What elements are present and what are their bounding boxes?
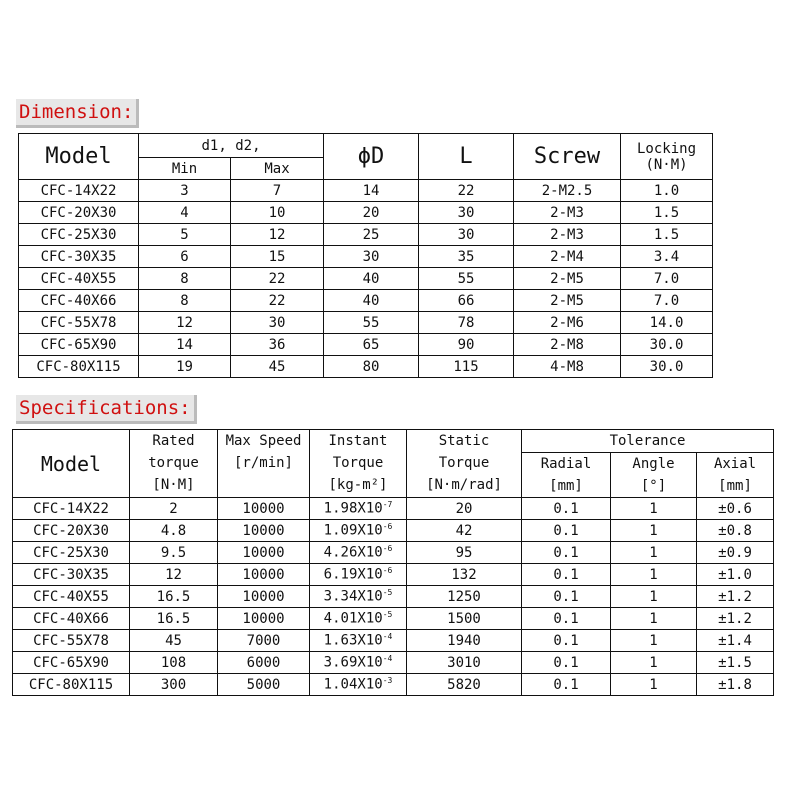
- cell-screw: 2-M5: [514, 268, 621, 290]
- cell-instant: [310, 630, 407, 652]
- instant-exponent: -6: [382, 522, 393, 532]
- spec-header-instant: [310, 430, 407, 498]
- spec-header-radial: [522, 453, 611, 498]
- cell-instant: [310, 520, 407, 542]
- cell-l: 30: [419, 202, 514, 224]
- cell-d-min: 19: [139, 356, 231, 378]
- cell-axial: ±1.8: [697, 674, 774, 696]
- cell-model: CFC-20X30: [19, 202, 139, 224]
- instant-mantissa: 1.09X10: [323, 522, 383, 539]
- cell-d-min: 8: [139, 268, 231, 290]
- instant-mantissa: 4.26X10: [323, 544, 383, 561]
- cell-model: CFC-80X115: [13, 674, 130, 696]
- cell-speed: 10000: [218, 564, 310, 586]
- cell-d-max: 22: [231, 268, 324, 290]
- cell-radial: 0.1: [522, 630, 611, 652]
- cell-model: CFC-20X30: [13, 520, 130, 542]
- cell-model: CFC-55X78: [19, 312, 139, 334]
- table-row: [13, 674, 774, 696]
- instant-mantissa: 1.98X10: [323, 500, 383, 517]
- cell-screw: 2-M3: [514, 202, 621, 224]
- table-row: [13, 498, 774, 520]
- cell-l: 115: [419, 356, 514, 378]
- header-locking: [621, 134, 713, 180]
- cell-model: CFC-40X66: [19, 290, 139, 312]
- cell-radial: 0.1: [522, 542, 611, 564]
- cell-locking: 7.0: [621, 268, 713, 290]
- cell-locking: 30.0: [621, 356, 713, 378]
- spec-header-tolerance: Tolerance: [522, 430, 774, 453]
- header-d-group: d1, d2,: [139, 134, 324, 158]
- cell-d-min: 6: [139, 246, 231, 268]
- header-l: L: [419, 134, 514, 180]
- speed-line-1: Max Speed: [225, 433, 302, 449]
- rated-line-2: torque: [148, 455, 199, 471]
- cell-d-min: 3: [139, 180, 231, 202]
- instant-exponent: -7: [382, 500, 393, 510]
- header-d-max: Max: [231, 158, 324, 180]
- cell-angle: 1: [611, 542, 697, 564]
- angle-label: Angle: [632, 456, 675, 472]
- instant-line-1: Instant: [328, 433, 388, 449]
- table-row: [19, 312, 713, 334]
- cell-d-max: 12: [231, 224, 324, 246]
- table-row: [19, 290, 713, 312]
- cell-static: 42: [407, 520, 522, 542]
- static-line-2: Torque: [438, 455, 490, 471]
- axial-unit: [mm]: [718, 478, 752, 494]
- cell-d-max: 36: [231, 334, 324, 356]
- cell-axial: ±0.9: [697, 542, 774, 564]
- cell-axial: ±1.5: [697, 652, 774, 674]
- instant-exponent: -4: [382, 632, 393, 642]
- instant-line-2: Torque: [332, 455, 384, 471]
- spec-header-angle: [611, 453, 697, 498]
- cell-model: CFC-30X35: [19, 246, 139, 268]
- table-row: [19, 356, 713, 378]
- cell-d-max: 10: [231, 202, 324, 224]
- header-locking-unit: (N·M): [645, 156, 688, 173]
- table-row: [19, 246, 713, 268]
- spec-header-static: [407, 430, 522, 498]
- cell-phi-d: 40: [324, 290, 419, 312]
- cell-angle: 1: [611, 652, 697, 674]
- cell-d-max: 22: [231, 290, 324, 312]
- cell-locking: 3.4: [621, 246, 713, 268]
- cell-radial: 0.1: [522, 674, 611, 696]
- instant-mantissa: 3.69X10: [323, 654, 383, 671]
- cell-model: CFC-65X90: [19, 334, 139, 356]
- speed-line-2: [r/min]: [233, 455, 293, 471]
- cell-angle: 1: [611, 520, 697, 542]
- cell-speed: 6000: [218, 652, 310, 674]
- cell-screw: 2-M3: [514, 224, 621, 246]
- cell-model: CFC-25X30: [13, 542, 130, 564]
- instant-mantissa: 1.04X10: [323, 676, 383, 693]
- instant-mantissa: 4.01X10: [323, 610, 383, 627]
- cell-rated: 9.5: [130, 542, 218, 564]
- table-row: [13, 542, 774, 564]
- header-d-min: Min: [139, 158, 231, 180]
- cell-locking: 1.5: [621, 202, 713, 224]
- cell-screw: 2-M8: [514, 334, 621, 356]
- cell-rated: 2: [130, 498, 218, 520]
- cell-phi-d: 55: [324, 312, 419, 334]
- cell-instant: [310, 498, 407, 520]
- cell-angle: 1: [611, 630, 697, 652]
- cell-rated: 300: [130, 674, 218, 696]
- instant-exponent: -5: [382, 588, 393, 598]
- table-row: [13, 630, 774, 652]
- static-line-1: Static: [438, 433, 490, 449]
- cell-speed: 10000: [218, 520, 310, 542]
- cell-l: 30: [419, 224, 514, 246]
- cell-d-max: 30: [231, 312, 324, 334]
- cell-static: 3010: [407, 652, 522, 674]
- radial-label: Radial: [540, 456, 592, 472]
- cell-static: 1500: [407, 608, 522, 630]
- rated-line-3: [N·M]: [152, 477, 195, 493]
- cell-model: CFC-55X78: [13, 630, 130, 652]
- cell-angle: 1: [611, 498, 697, 520]
- cell-static: 1940: [407, 630, 522, 652]
- table-row: [19, 334, 713, 356]
- cell-instant: [310, 542, 407, 564]
- cell-static: 20: [407, 498, 522, 520]
- cell-d-min: 12: [139, 312, 231, 334]
- rated-line-1: Rated: [152, 433, 195, 449]
- cell-instant: [310, 608, 407, 630]
- cell-static: 5820: [407, 674, 522, 696]
- header-screw: Screw: [514, 134, 621, 180]
- cell-screw: 4-M8: [514, 356, 621, 378]
- cell-phi-d: 80: [324, 356, 419, 378]
- cell-angle: 1: [611, 586, 697, 608]
- cell-d-min: 14: [139, 334, 231, 356]
- cell-locking: 1.0: [621, 180, 713, 202]
- cell-l: 66: [419, 290, 514, 312]
- cell-l: 90: [419, 334, 514, 356]
- cell-axial: ±1.4: [697, 630, 774, 652]
- cell-l: 55: [419, 268, 514, 290]
- cell-model: CFC-25X30: [19, 224, 139, 246]
- cell-locking: 1.5: [621, 224, 713, 246]
- cell-instant: [310, 674, 407, 696]
- cell-screw: 2-M4: [514, 246, 621, 268]
- cell-phi-d: 20: [324, 202, 419, 224]
- cell-l: 35: [419, 246, 514, 268]
- cell-locking: 7.0: [621, 290, 713, 312]
- cell-phi-d: 40: [324, 268, 419, 290]
- table-row: [13, 652, 774, 674]
- cell-axial: ±1.2: [697, 608, 774, 630]
- cell-locking: 14.0: [621, 312, 713, 334]
- cell-rated: 108: [130, 652, 218, 674]
- cell-axial: ±0.8: [697, 520, 774, 542]
- instant-mantissa: 6.19X10: [323, 566, 383, 583]
- cell-axial: ±1.0: [697, 564, 774, 586]
- instant-mantissa: 3.34X10: [323, 588, 383, 605]
- cell-static: 132: [407, 564, 522, 586]
- table-row: [13, 520, 774, 542]
- angle-unit: [°]: [640, 478, 667, 494]
- cell-speed: 5000: [218, 674, 310, 696]
- cell-phi-d: 30: [324, 246, 419, 268]
- spec-header-model: Model: [13, 430, 130, 498]
- cell-d-min: 8: [139, 290, 231, 312]
- cell-angle: 1: [611, 674, 697, 696]
- cell-radial: 0.1: [522, 652, 611, 674]
- cell-l: 78: [419, 312, 514, 334]
- cell-speed: 10000: [218, 608, 310, 630]
- cell-rated: 4.8: [130, 520, 218, 542]
- cell-radial: 0.1: [522, 498, 611, 520]
- cell-instant: [310, 586, 407, 608]
- cell-model: CFC-40X66: [13, 608, 130, 630]
- spec-header-rated: [130, 430, 218, 498]
- header-locking-label: Locking: [637, 140, 697, 157]
- specifications-table: [12, 429, 774, 696]
- cell-screw: 2-M6: [514, 312, 621, 334]
- cell-angle: 1: [611, 608, 697, 630]
- cell-radial: 0.1: [522, 608, 611, 630]
- cell-d-max: 45: [231, 356, 324, 378]
- cell-screw: 2-M2.5: [514, 180, 621, 202]
- cell-d-min: 4: [139, 202, 231, 224]
- dimension-table: [18, 133, 713, 378]
- cell-model: CFC-80X115: [19, 356, 139, 378]
- cell-phi-d: 14: [324, 180, 419, 202]
- cell-locking: 30.0: [621, 334, 713, 356]
- cell-axial: ±1.2: [697, 586, 774, 608]
- header-phi-d: ϕD: [324, 134, 419, 180]
- cell-radial: 0.1: [522, 564, 611, 586]
- cell-angle: 1: [611, 564, 697, 586]
- instant-exponent: -4: [382, 654, 393, 664]
- cell-model: CFC-40X55: [19, 268, 139, 290]
- cell-static: 95: [407, 542, 522, 564]
- dimension-title: Dimension:: [16, 99, 139, 128]
- cell-rated: 12: [130, 564, 218, 586]
- instant-mantissa: 1.63X10: [323, 632, 383, 649]
- cell-l: 22: [419, 180, 514, 202]
- table-row: [19, 180, 713, 202]
- instant-exponent: -6: [382, 566, 393, 576]
- cell-d-min: 5: [139, 224, 231, 246]
- cell-model: CFC-14X22: [19, 180, 139, 202]
- cell-speed: 7000: [218, 630, 310, 652]
- cell-model: CFC-30X35: [13, 564, 130, 586]
- cell-model: CFC-40X55: [13, 586, 130, 608]
- cell-d-max: 15: [231, 246, 324, 268]
- cell-d-max: 7: [231, 180, 324, 202]
- cell-axial: ±0.6: [697, 498, 774, 520]
- table-row: [13, 608, 774, 630]
- instant-line-3: [kg-m²]: [328, 477, 388, 493]
- cell-rated: 45: [130, 630, 218, 652]
- cell-rated: 16.5: [130, 586, 218, 608]
- cell-radial: 0.1: [522, 520, 611, 542]
- cell-model: CFC-14X22: [13, 498, 130, 520]
- radial-unit: [mm]: [549, 478, 583, 494]
- table-row: [19, 268, 713, 290]
- cell-phi-d: 65: [324, 334, 419, 356]
- cell-radial: 0.1: [522, 586, 611, 608]
- instant-exponent: -5: [382, 610, 393, 620]
- cell-speed: 10000: [218, 542, 310, 564]
- cell-instant: [310, 652, 407, 674]
- static-line-3: [N·m/rad]: [426, 477, 502, 493]
- table-row: [13, 586, 774, 608]
- table-row: [19, 202, 713, 224]
- specifications-title: Specifications:: [16, 395, 197, 424]
- cell-static: 1250: [407, 586, 522, 608]
- table-row: [13, 564, 774, 586]
- table-row: [19, 224, 713, 246]
- cell-speed: 10000: [218, 586, 310, 608]
- header-model: Model: [19, 134, 139, 180]
- cell-instant: [310, 564, 407, 586]
- cell-model: CFC-65X90: [13, 652, 130, 674]
- instant-exponent: -3: [382, 676, 393, 686]
- cell-phi-d: 25: [324, 224, 419, 246]
- cell-rated: 16.5: [130, 608, 218, 630]
- spec-header-axial: [697, 453, 774, 498]
- axial-label: Axial: [713, 456, 757, 472]
- cell-screw: 2-M5: [514, 290, 621, 312]
- spec-header-speed: [218, 430, 310, 498]
- instant-exponent: -6: [382, 544, 393, 554]
- cell-speed: 10000: [218, 498, 310, 520]
